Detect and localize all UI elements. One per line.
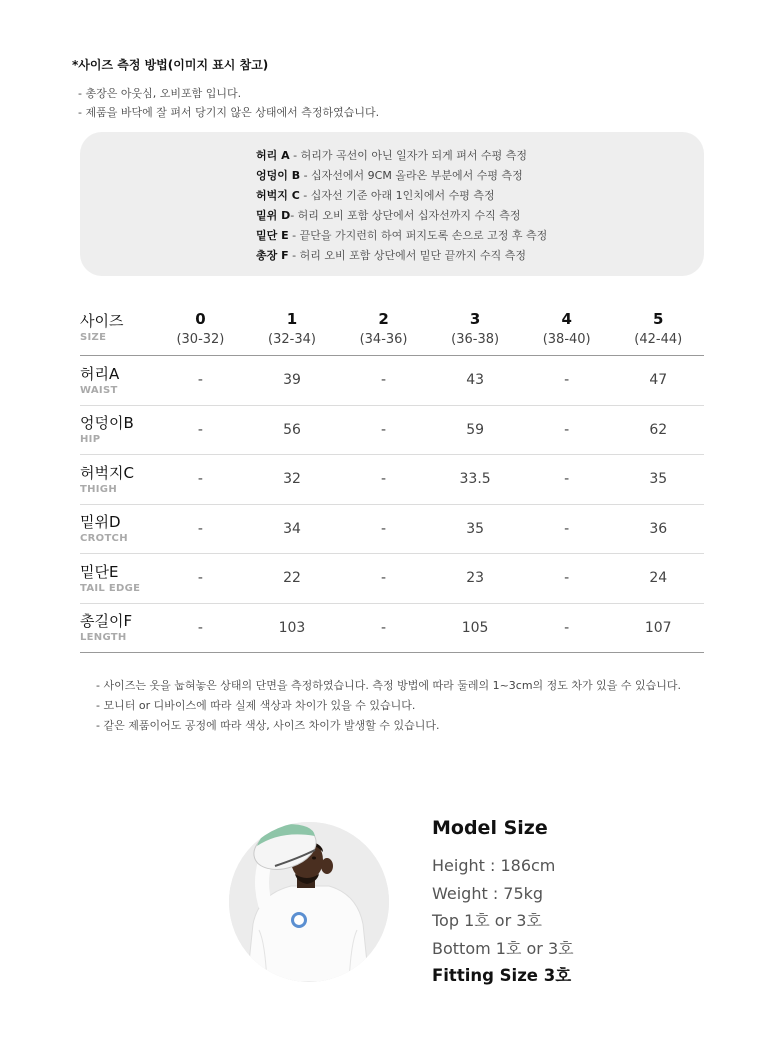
row-label-kr: 총길이F: [80, 612, 133, 631]
size-header-en: SIZE: [80, 332, 107, 343]
measurement-desc: - 허리 오비 포함 상단에서 밑단 끝까지 수직 측정: [288, 249, 526, 262]
measurement-key: 허벅지 C: [256, 189, 300, 202]
model-height: Height : 186cm: [432, 856, 556, 875]
table-cell: 103: [278, 619, 306, 636]
table-cell: 35: [649, 471, 668, 488]
table-cell: 33.5: [459, 471, 491, 488]
row-label-en: LENGTH: [80, 632, 127, 644]
table-cell: -: [564, 421, 570, 438]
size-column-header: [338, 309, 430, 347]
measurement-item: [256, 246, 547, 266]
model-photo: [229, 822, 389, 982]
row-label-en: TAIL EDGE: [80, 582, 141, 594]
table-cell: -: [381, 421, 387, 438]
table-cell: 23: [466, 570, 485, 587]
table-cell: 56: [283, 421, 301, 438]
row-label-kr: 허벅지C: [80, 463, 134, 482]
size-number: 1: [286, 309, 298, 328]
guide-note: - 제품을 바닥에 잘 펴서 당기지 않은 상태에서 측정하였습니다.: [78, 106, 380, 119]
footnote: - 사이즈는 옷을 눕혀놓은 상태의 단면을 측정하였습니다. 측정 방법에 따라 둘레의 1~3cm의 정도 차가 있을 수 있습니다.: [96, 679, 682, 692]
measurement-key: 밑단 E: [256, 229, 289, 242]
table-row-tail-edge: [80, 554, 704, 604]
size-column-header: [521, 309, 613, 347]
table-cell: -: [564, 570, 570, 587]
model-weight: Weight : 75kg: [432, 883, 544, 903]
model-fitting-size: Fitting Size 3호: [432, 966, 572, 985]
size-column-header: [155, 309, 247, 347]
table-cell: 32: [283, 471, 301, 488]
measurement-key: 밑위 D: [256, 209, 291, 222]
size-number: 2: [378, 309, 389, 328]
table-cell: -: [197, 471, 203, 488]
model-size-title: Model Size: [432, 817, 548, 839]
table-cell: -: [564, 471, 570, 488]
row-label: [80, 464, 155, 495]
table-cell: 34: [283, 520, 301, 537]
measurement-item: [256, 146, 547, 166]
table-cell: 35: [466, 520, 485, 537]
table-cell: -: [197, 520, 203, 537]
size-column-header: [429, 309, 521, 347]
size-range: (42-44): [634, 331, 683, 347]
model-bottom-size: Bottom 1호 or 3호: [432, 938, 574, 958]
footnote: - 모니터 or 디바이스에 따라 실제 색상과 차이가 있을 수 있습니다.: [96, 699, 416, 712]
size-range: (38-40): [542, 331, 591, 347]
table-cell: -: [197, 570, 203, 587]
row-label-kr: 허리A: [80, 364, 120, 383]
measurement-item: [256, 206, 547, 226]
measurement-method-list: [256, 146, 547, 266]
size-table-header: [80, 300, 704, 356]
size-column-header: [612, 309, 704, 347]
table-cell: -: [381, 570, 387, 587]
row-label-kr: 밑위D: [80, 513, 121, 532]
table-row-thigh: [80, 455, 704, 505]
table-cell: 22: [283, 570, 301, 587]
size-number: 5: [653, 309, 664, 328]
measurement-item: [256, 186, 547, 206]
measurement-key: 엉덩이 B: [256, 169, 301, 182]
size-number: 3: [469, 309, 481, 328]
table-cell: 24: [649, 570, 668, 587]
size-range: (34-36): [359, 331, 408, 347]
guide-note: - 총장은 아웃심, 오비포함 입니다.: [78, 87, 242, 100]
size-range: (36-38): [451, 331, 500, 347]
measurement-key: 총장 F: [256, 249, 289, 262]
size-column-header: [246, 309, 338, 347]
size-number: 4: [561, 309, 572, 328]
row-label-en: WAIST: [80, 384, 118, 396]
size-guide-title: *사이즈 측정 방법(이미지 표시 참고): [72, 58, 269, 72]
measurement-desc: - 십자선 기준 아래 1인치에서 수평 측정: [299, 189, 495, 202]
table-cell: 105: [461, 619, 489, 636]
table-cell: -: [197, 619, 203, 636]
table-cell: -: [564, 619, 570, 636]
table-row-hip: [80, 406, 704, 456]
size-footnotes: [96, 676, 681, 736]
size-table: [80, 300, 704, 653]
row-label: [80, 414, 155, 445]
table-cell: 62: [649, 421, 668, 438]
row-label: [80, 612, 155, 643]
size-header-label: [80, 312, 155, 343]
size-range: (32-34): [268, 331, 316, 347]
table-cell: 47: [649, 372, 668, 389]
model-top-size: Top 1호 or 3호: [432, 911, 542, 930]
row-label: [80, 563, 155, 594]
row-label-kr: 엉덩이B: [80, 414, 134, 433]
table-cell: 39: [283, 372, 301, 389]
table-row-length: [80, 604, 704, 654]
measurement-item: [256, 166, 547, 186]
row-label-en: CROTCH: [80, 533, 128, 545]
table-cell: -: [564, 372, 570, 389]
measurement-item: [256, 226, 547, 246]
footnote: - 같은 제품이어도 공정에 따라 색상, 사이즈 차이가 발생할 수 있습니다.: [96, 719, 440, 732]
table-cell: -: [381, 520, 387, 537]
table-cell: 59: [466, 421, 485, 438]
row-label-en: THIGH: [80, 483, 117, 495]
size-number: 0: [195, 309, 206, 328]
table-cell: 43: [466, 372, 485, 389]
table-cell: -: [381, 372, 387, 389]
row-label: [80, 513, 155, 544]
measurement-desc: - 십자선에서 9CM 올라온 부분에서 수평 측정: [300, 169, 523, 182]
table-cell: -: [564, 520, 570, 537]
size-range: (30-32): [176, 331, 225, 347]
table-cell: -: [197, 421, 203, 438]
table-cell: 36: [649, 520, 668, 537]
measurement-key: 허리 A: [256, 149, 290, 162]
size-header-kr: 사이즈: [80, 312, 124, 330]
measurement-desc: - 끝단을 가지런히 하여 퍼지도록 손으로 고정 후 측정: [288, 229, 548, 242]
guide-notes: [78, 84, 379, 122]
model-illustration: [229, 822, 389, 982]
table-cell: 107: [644, 619, 672, 636]
table-row-crotch: [80, 505, 704, 555]
table-cell: -: [381, 471, 387, 488]
measurement-desc: - 허리가 곡선이 아닌 일자가 되게 펴서 수평 측정: [289, 149, 527, 162]
table-cell: -: [381, 619, 387, 636]
table-row-waist: [80, 356, 704, 406]
row-label-en: HIP: [80, 434, 101, 446]
measurement-desc: - 허리 오비 포함 상단에서 십자선까지 수직 측정: [290, 209, 521, 222]
model-size-info: [432, 814, 574, 990]
row-label-kr: 밑단E: [80, 562, 119, 581]
table-cell: -: [197, 372, 203, 389]
row-label: [80, 365, 155, 396]
